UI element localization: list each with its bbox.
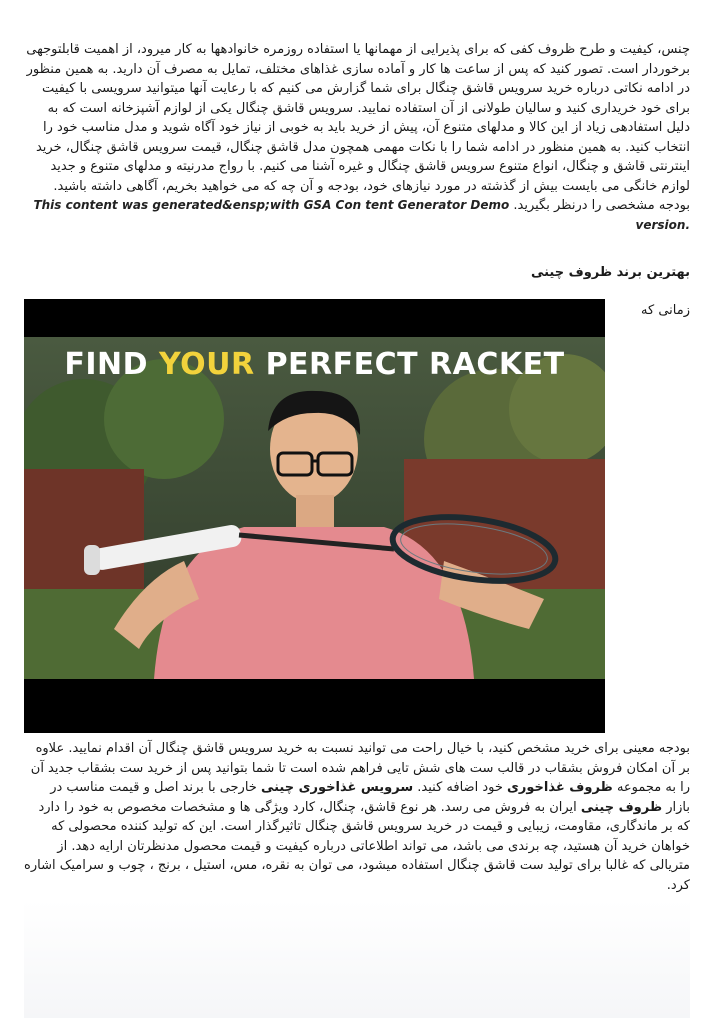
banner-title <box>24 347 605 382</box>
intro-paragraph <box>24 40 690 235</box>
body-paragraph <box>24 739 690 895</box>
section-title: بهترین برند ظروف چینی <box>530 265 690 280</box>
side-caption: زمانی که <box>641 303 690 318</box>
generator-note: This content was generated&ensp;with GSA Con tent Generator Demo version. <box>33 198 690 232</box>
article <box>24 40 690 895</box>
keyword-link-porcelain[interactable]: ظروف چینی <box>580 799 663 815</box>
figure-row <box>24 299 690 733</box>
intro-text: چنس، کیفیت و طرح ظروف کفی که برای پذیرایی از مهمانها یا استفاده روزمره خانوادهها به کار میرود، از اهمیت قابلتوجهی برخوردار است. تصور کنید که پس از ساعت ها کار و آماده سازی غذاهای مختلف، تمایل به مصرف آن دارید. به همین منظور در ادامه نکاتی درباره خرید سرویس قاشق چنگال برای شما گزارش می کنیم که با رعایت آنها میتوانید سرویسی با کیفیت برای خود خریداری کنید و سالیان طولانی از آن استفاده نمایید. سرویس قاشق چنگال یکی از لوازم آشپزخانه است که به دلیل استفادهی زیاد از این کالا و مدلهای متنوع آن، پیش از خرید باید به خوبی از نیاز خود آگاه شوید و مدل مناسب خود را انتخاب کنید. به همین منظور در ادامه شما را با نکات مهمی همچون مدل قاشق چنگال، قیمت سرویس قاشق چنگال، خرید اینترنتی قاشق و چنگال، انواع متنوع سرویس قاشق چنگال و غیره آشنا می کنیم. با رواج مدرنیته و مدلهای متنوع و جدید لوازم خانگی می بایست بیش از گذشته در مورد نیازهای خود، بودجه و آن چه که می خواهید بخریم، آگاهی داشته باشید. بودجه مشخصی را درنظر بگیرید. <box>26 42 690 213</box>
keyword-link-porcelain-set[interactable]: سرویس غذاخوری چینی <box>260 780 414 795</box>
racket-image <box>24 299 605 733</box>
body-text-1: بودجه معینی برای خرید مشخص کنید، با خیال راحت می توانید نسبت به خرید سرویس قاشق چنگال آن اقدام نمایید. علاوه بر آن امکان فروش بشقاب در قالب ست های شش تایی فراهم شده است تا شما بتوانید پس از خرید ست بشقاب جدید آن را به مجموعه <box>30 741 690 795</box>
body-text-4: ایران به فروش می رسد. هر نوع قاشق، چنگال، کارد ویژگی ها و مشخصات مخصوص به خود را دارد که بر ماندگاری، مقاومت، زیبایی و قیمت در خرید سرویس قاشق چنگال تاثیرگذار است. این که تولید کننده محصولی که خواهان خرید آن هستید، چه برندی می باشد، می تواند اطلاعاتی درباره کیفیت و قیمت محصول مدنظرتان ارایه دهد. از متریالی که غالبا برای تولید ست قاشق چنگال استفاده میشود، می توان به نقره، مس، استیل ، برنج ، چوب و سرامیک اشاره کرد. <box>24 799 690 893</box>
banner-accent: YOUR <box>159 347 255 382</box>
body-text-3: خارجی با برند اصل و قیمت مناسب در بازار <box>50 780 690 815</box>
banner-part2: PERFECT RACKET <box>254 347 565 382</box>
keyword-link-tableware[interactable]: ظروف غذاخوری <box>507 780 613 795</box>
footer-shade <box>24 900 690 1018</box>
body-text-2: خود اضافه کنید. <box>413 780 507 795</box>
banner-part1: FIND <box>64 347 159 382</box>
